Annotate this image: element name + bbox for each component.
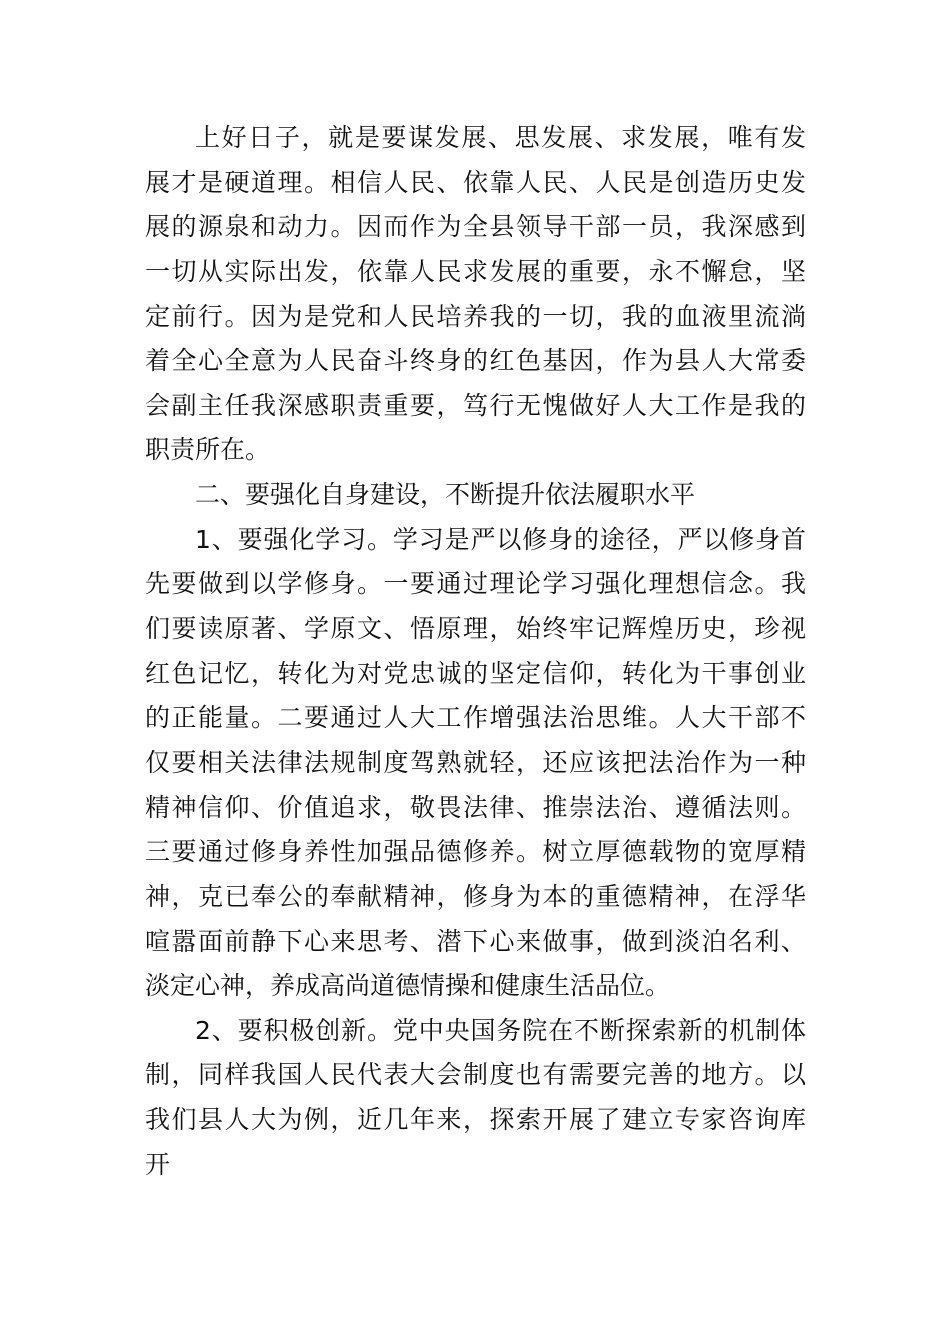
- text-line: 上好日子，就是要谋发展、思发展、求发展，唯有发: [195, 123, 806, 152]
- text-line: 展才是硬道理。相信人民、依靠人民、人民是创造历史发: [145, 167, 806, 197]
- text-line: 神，克已奉公的奉献精神，修身为本的重德精神，在浮华: [145, 881, 806, 911]
- text-line: 展的源泉和动力。因而作为全县领导干部一员，我深感到: [145, 212, 806, 242]
- text-line: 1、要强化学习。学习是严以修身的途径，严以修身首: [195, 524, 806, 554]
- text-line: 们要读原著、学原文、悟原理，始终牢记辉煌历史，珍视: [145, 614, 806, 644]
- heading-line: 二、要强化自身建设，不断提升依法履职水平: [195, 480, 696, 510]
- text-line: 精神信仰、价值追求，敬畏法律、推崇法治、遵循法则。: [145, 792, 806, 822]
- text-line: 喧嚣面前静下心来思考、潜下心来做事，做到淡泊名利、: [145, 926, 806, 956]
- section-heading: [145, 473, 806, 518]
- paragraph-innovation: [145, 1009, 806, 1188]
- text-line: 三要通过修身养性加强品德修养。树立厚德载物的宽厚精: [145, 837, 806, 867]
- text-line: 会副主任我深感职责重要，笃行无愧做好人大工作是我的: [145, 390, 806, 420]
- text-line: 开: [145, 1149, 171, 1179]
- document-page: [145, 116, 806, 1187]
- text-line: 2、要积极创新。党中央国务院在不断探索新的机制体: [195, 1015, 806, 1045]
- text-line: 一切从实际出发，依靠人民求发展的重要，永不懈怠，坚: [145, 256, 806, 286]
- text-line: 定前行。因为是党和人民培养我的一切，我的血液里流淌: [145, 301, 806, 331]
- text-line: 先要做到以学修身。一要通过理论学习强化理想信念。我: [145, 569, 806, 599]
- text-line: 职责所在。: [145, 435, 271, 465]
- text-line: 我们县人大为例，近几年来，探索开展了建立专家咨询库: [145, 1105, 806, 1135]
- text-line: 仅要相关法律法规制度驾熟就轻，还应该把法治作为一种: [145, 747, 806, 777]
- text-line: 制，同样我国人民代表大会制度也有需要完善的地方。以: [145, 1060, 806, 1090]
- text-line: 淡定心神，养成高尚道德情操和健康生活品位。: [145, 971, 671, 1001]
- text-line: 着全心全意为人民奋斗终身的红色基因，作为县人大常委: [145, 346, 806, 376]
- text-line: 红色记忆，转化为对党忠诚的坚定信仰，转化为干事创业: [145, 658, 806, 688]
- paragraph-study: [145, 518, 806, 1009]
- paragraph-development: [145, 116, 806, 473]
- text-line: 的正能量。二要通过人大工作增强法治思维。人大干部不: [145, 703, 806, 733]
